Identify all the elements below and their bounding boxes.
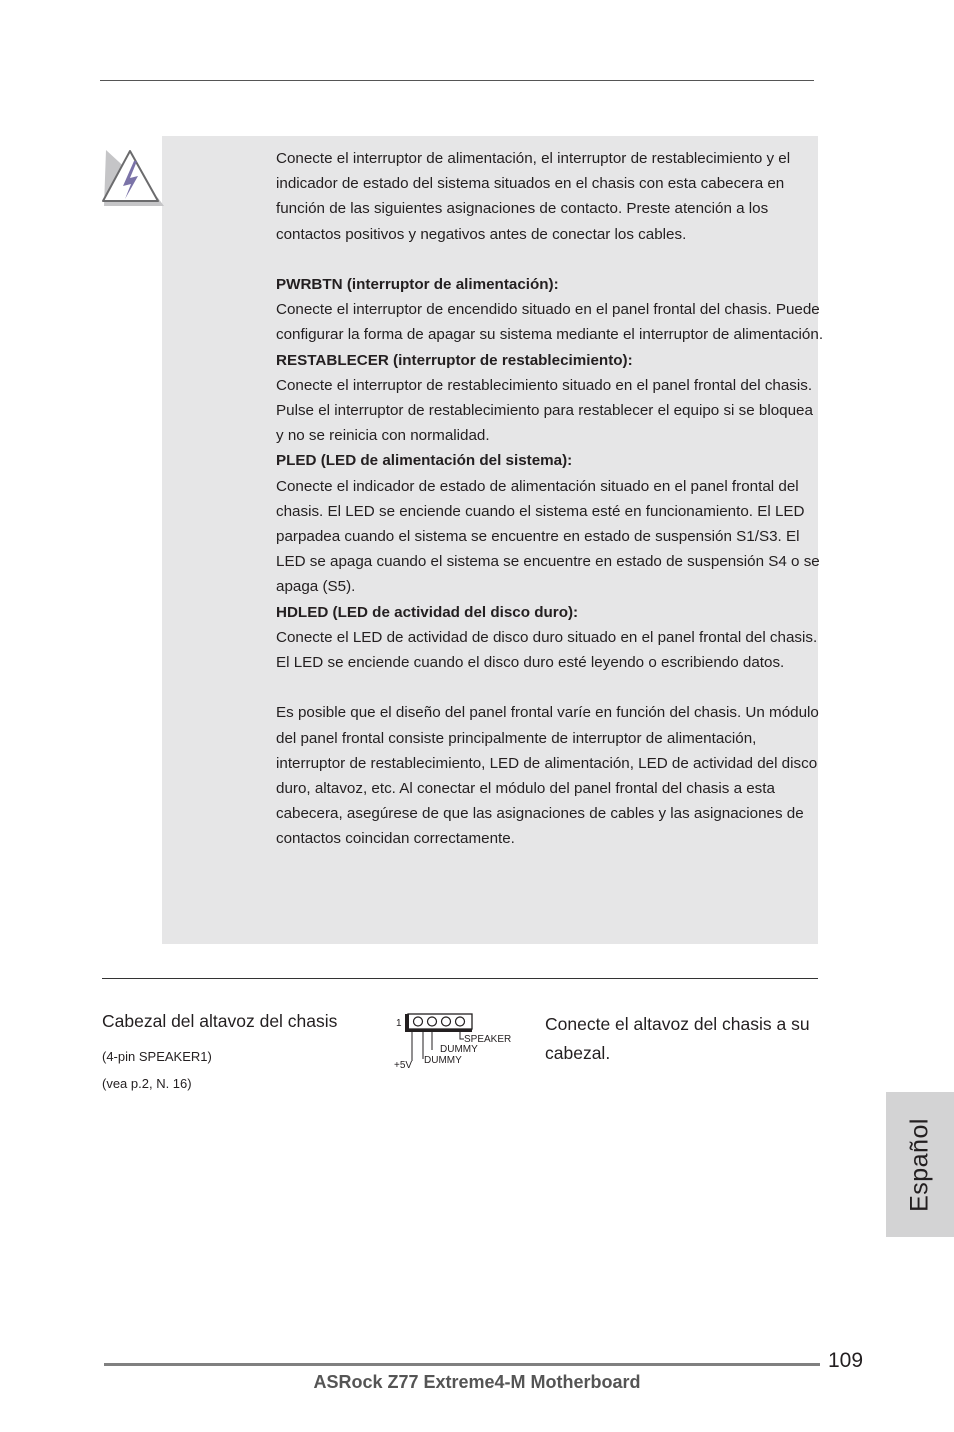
speaker-subtitle: (4-pin SPEAKER1)	[102, 1049, 212, 1064]
speaker-description: Conecte el altavoz del chasis a su cabezal.	[545, 1014, 810, 1063]
warning-icon	[100, 146, 164, 206]
language-tab	[886, 1092, 954, 1237]
warning-text	[276, 146, 824, 852]
speaker-pin-label: SPEAKER	[464, 1034, 512, 1045]
speaker-subtitle-block	[102, 1043, 212, 1097]
reset-heading: RESTABLECER (interruptor de restablecimiento):	[276, 351, 633, 369]
dummy-lower-label: DUMMY	[424, 1055, 462, 1066]
language-tab-label: Español	[905, 1117, 934, 1212]
page-number: 109	[828, 1349, 864, 1372]
pwrbtn-body: Conecte el interruptor de encendido situado en el panel frontal del chasis. Puede configurar la forma de apagar su sistema mediante el interruptor de alimentación.	[276, 301, 824, 344]
header-outline	[408, 1014, 472, 1029]
footer-title: ASRock Z77 Extreme4-M Motherboard	[313, 1372, 641, 1392]
pled-body: Conecte el indicador de estado de alimentación situado en el panel frontal del chasis. El LED se enciende cuando el sistema esté en funcionamiento. El LED parpadea cuando el sistema se encuentre en estado de suspensión S1/S3. El LED se apaga cuando el sistema se encuentre en estado de suspensión S4 o se apaga (S5).	[276, 477, 820, 596]
top-rule	[100, 80, 814, 81]
pled-heading: PLED (LED de alimentación del sistema):	[276, 452, 573, 470]
warning-note: Es posible que el diseño del panel frontal varíe en función del chasis. Un módulo del panel frontal consiste principalmente de interruptor de alimentación, interruptor de restablecimiento, LED de alimentación, LED de actividad del disco duro, altavoz, etc. Al conectar el módulo del panel frontal del chasis a esta cabecera, asegúrese de que las asignaciones de cables y las asignaciones de contactos coincidan correctamente.	[276, 704, 819, 848]
hdled-body: Conecte el LED de actividad de disco duro situado en el panel frontal del chasis. El LED se enciende cuando el disco duro esté leyendo o escribiendo datos.	[276, 628, 818, 672]
speaker-pin-diagram	[392, 1010, 522, 1070]
hdled-heading: HDLED (LED de actividad del disco duro):	[276, 603, 579, 621]
speaker-title: Cabezal del altavoz del chasis	[102, 1011, 338, 1031]
bottom-rule	[104, 1363, 820, 1366]
section-rule	[102, 978, 818, 979]
warning-intro: Conecte el interruptor de alimentación, el interruptor de restablecimiento y el indicador de estado del sistema situados en el chasis con esta cabecera en función de las siguientes asignaciones de contacto. Preste atención a los contactos positivos y negativos antes de conectar los cables.	[276, 150, 791, 243]
pwrbtn-heading: PWRBTN (interruptor de alimentación):	[276, 276, 559, 293]
reset-body: Conecte el interruptor de restablecimiento situado en el panel frontal del chasis. Pulse el interruptor de restablecimiento para restablecer el equipo si se bloquea y no se reinicia con normalidad.	[276, 376, 813, 445]
header-shade	[408, 1029, 472, 1032]
pin1-label: 1	[396, 1018, 402, 1029]
header-left-bar	[405, 1014, 409, 1032]
speaker-reference: (vea p.2, N. 16)	[102, 1076, 192, 1091]
plus5v-label: +5V	[394, 1060, 413, 1070]
dummy-upper-label: DUMMY	[440, 1044, 478, 1055]
